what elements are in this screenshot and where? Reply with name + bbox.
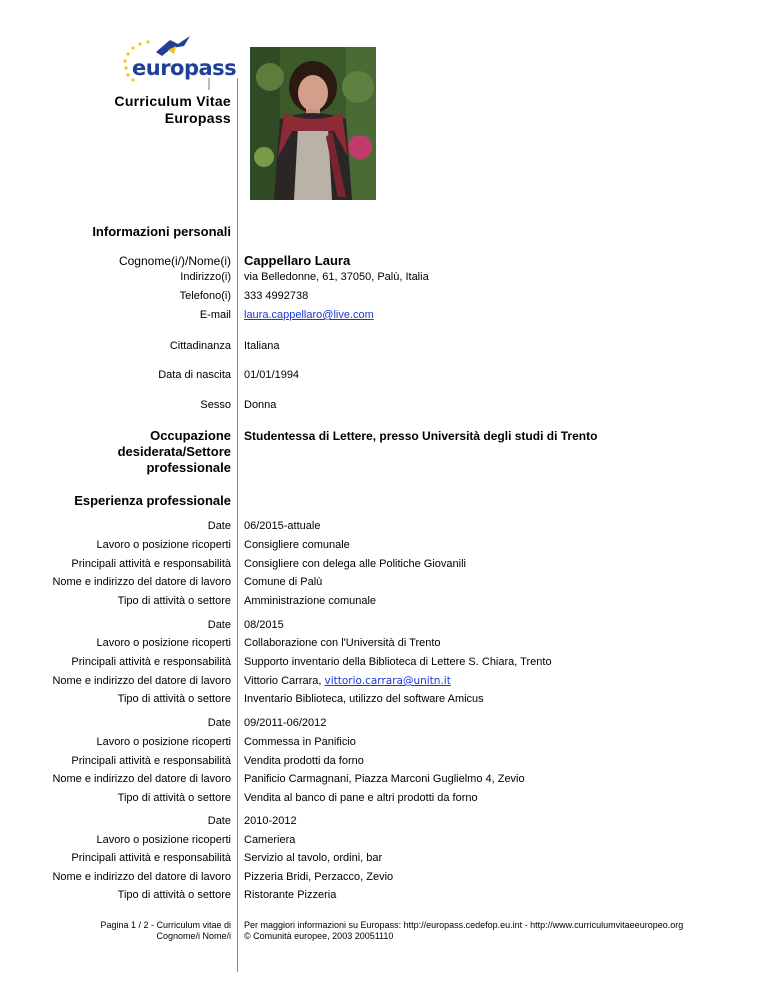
entry-sector-label: Tipo di attività o settore	[117, 889, 231, 901]
full-name: Cappellaro Laura	[244, 253, 351, 268]
entry-position: Cameriera	[244, 834, 296, 846]
phone-label: Telefono(i)	[179, 290, 231, 302]
entry-sector: Ristorante Pizzeria	[244, 889, 337, 901]
entry-date-label: Date	[207, 717, 231, 729]
logo-text: europass	[132, 56, 237, 80]
citizenship-label: Cittadinanza	[169, 340, 231, 352]
entry-position-label: Lavoro o posizione ricoperti	[96, 637, 231, 649]
sex-value: Donna	[244, 399, 277, 411]
entry-activities-label: Principali attività e responsabilità	[71, 558, 231, 570]
entry-activities-label: Principali attività e responsabilità	[71, 755, 231, 767]
section-experience: Esperienza professionale	[74, 493, 231, 508]
entry-sector: Amministrazione comunale	[244, 595, 377, 607]
entry-position: Commessa in Panificio	[244, 736, 356, 748]
entry-activities: Consigliere con delega alle Politiche Giovanili	[244, 558, 466, 570]
entry-date: 06/2015-attuale	[244, 520, 321, 532]
entry-employer: Panificio Carmagnani, Piazza Marconi Guglielmo 4, Zevio	[244, 773, 525, 785]
address-value: via Belledonne, 61, 37050, Palù, Italia	[244, 271, 429, 283]
entry-position: Collaborazione con l'Università di Trento	[244, 637, 441, 649]
entry-position: Consigliere comunale	[244, 539, 350, 551]
entry-position-label: Lavoro o posizione ricoperti	[96, 736, 231, 748]
email-label: E-mail	[199, 309, 231, 321]
profile-photo	[250, 47, 376, 200]
occupation-label: Occupazione desiderata/Settore professionale	[117, 428, 231, 475]
entry-employer-label: Nome e indirizzo del datore di lavoro	[52, 773, 231, 785]
email-link[interactable]: laura.cappellaro@live.com	[244, 309, 374, 321]
entry-date: 08/2015	[244, 619, 284, 631]
entry-sector-label: Tipo di attività o settore	[117, 693, 231, 705]
entry-activities: Supporto inventario della Biblioteca di Lettere S. Chiara, Trento	[244, 656, 552, 668]
entry-sector: Inventario Biblioteca, utilizzo del software Amicus	[244, 693, 484, 705]
entry-sector: Vendita al banco di pane e altri prodotti da forno	[244, 792, 478, 804]
entry-employer	[244, 675, 451, 687]
entry-date-label: Date	[207, 520, 231, 532]
entry-activities-label: Principali attività e responsabilità	[71, 852, 231, 864]
phone-value: 333 4992738	[244, 290, 309, 302]
entry-activities-label: Principali attività e responsabilità	[71, 656, 231, 668]
birth-date-label: Data di nascita	[158, 369, 231, 381]
entry-activities: Vendita prodotti da forno	[244, 755, 364, 767]
birth-date-value: 01/01/1994	[244, 369, 300, 381]
citizenship-value: Italiana	[244, 340, 280, 352]
entry-position-label: Lavoro o posizione ricoperti	[96, 834, 231, 846]
entry-employer: Pizzeria Bridi, Perzacco, Zevio	[244, 871, 394, 883]
entry-sector-label: Tipo di attività o settore	[117, 595, 231, 607]
occupation-value: Studentessa di Lettere, presso Università degli studi di Trento	[244, 429, 598, 443]
entry-position-label: Lavoro o posizione ricoperti	[96, 539, 231, 551]
section-personal-info: Informazioni personali	[92, 224, 231, 239]
entry-employer-label: Nome e indirizzo del datore di lavoro	[52, 871, 231, 883]
entry-employer: Comune di Palù	[244, 576, 323, 588]
name-label: Cognome(i/)/Nome(i)	[118, 254, 231, 268]
footer-right: Per maggiori informazioni su Europass: http://europass.cedefop.eu.int - http://www.curriculumvitaeeuropeo.org © Comunità europee, 2003 20051110	[244, 920, 684, 941]
footer-left: Pagina 1 / 2 - Curriculum vitae di Cognome/i Nome/i	[100, 920, 231, 941]
sex-label: Sesso	[200, 399, 231, 411]
entry-activities: Servizio al tavolo, ordini, bar	[244, 852, 383, 864]
address-label: Indirizzo(i)	[180, 271, 231, 283]
entry-date: 2010-2012	[244, 815, 297, 827]
entry-date: 09/2011-06/2012	[244, 717, 327, 729]
employer-email-link[interactable]: vittorio.carrara@unitn.it	[324, 675, 451, 687]
page-title: Curriculum Vitae Europass	[114, 93, 231, 126]
column-divider	[237, 78, 238, 972]
entry-date-label: Date	[207, 815, 231, 827]
entry-employer-label: Nome e indirizzo del datore di lavoro	[52, 576, 231, 588]
europass-logo	[112, 32, 237, 92]
entry-sector-label: Tipo di attività o settore	[117, 792, 231, 804]
entry-employer-label: Nome e indirizzo del datore di lavoro	[52, 675, 231, 687]
entry-employer-name: Vittorio Carrara,	[244, 675, 325, 687]
entry-date-label: Date	[207, 619, 231, 631]
